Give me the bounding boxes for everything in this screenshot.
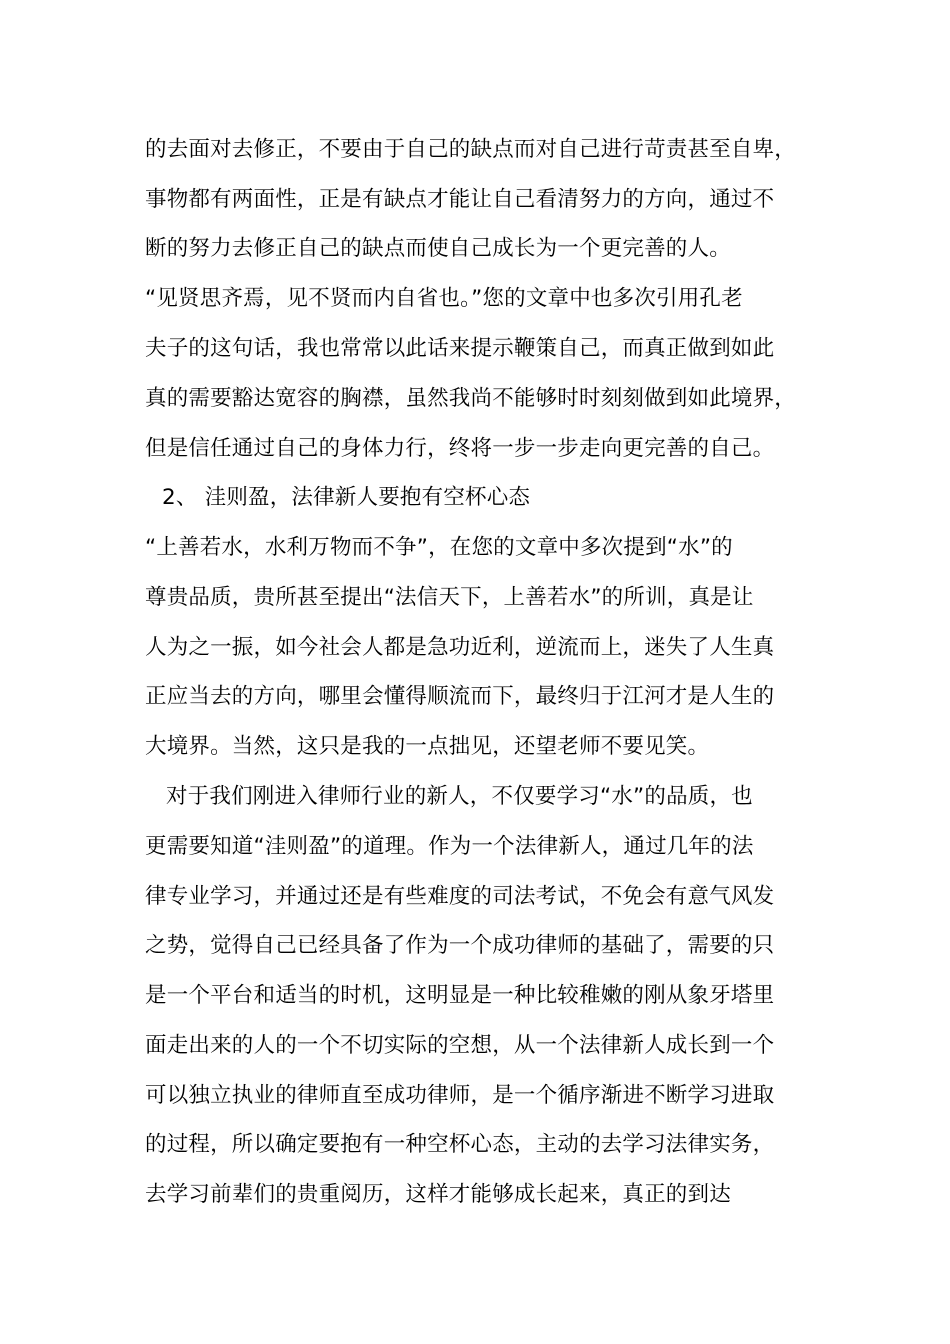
- text-line: 是一个平台和适当的时机，这明显是一种比较稚嫩的刚从象牙塔里: [145, 983, 775, 1008]
- text-line: 事物都有两面性，正是有缺点才能让自己看清努力的方向，通过不: [145, 187, 775, 212]
- text-line: “见贤思齐焉，见不贤而内自省也。”您的文章中也多次引用孔老: [145, 286, 743, 311]
- text-line: 大境界。当然，这只是我的一点拙见，还望老师不要见笑。: [145, 734, 710, 759]
- text-line: 正应当去的方向，哪里会懂得顺流而下，最终归于江河才是人生的: [145, 684, 775, 709]
- text-line: 真的需要豁达宽容的胸襟，虽然我尚不能够时时刻刻做到如此境界，: [145, 386, 797, 411]
- text-line: 更需要知道“洼则盈”的道理。作为一个法律新人，通过几年的法: [145, 834, 754, 859]
- text-line: 可以独立执业的律师直至成功律师，是一个循序渐进不断学习进取: [145, 1083, 775, 1108]
- text-line: 面走出来的人的一个不切实际的空想，从一个法律新人成长到一个: [145, 1033, 775, 1058]
- text-line: 去学习前辈们的贵重阅历，这样才能够成长起来，真正的到达: [145, 1182, 731, 1207]
- text-line: 夫子的这句话，我也常常以此话来提示鞭策自己，而真正做到如此: [145, 336, 775, 361]
- text-line: 的去面对去修正，不要由于自己的缺点而对自己进行苛责甚至自卑，: [145, 137, 797, 162]
- text-line: 断的努力去修正自己的缺点而使自己成长为一个更完善的人。: [145, 236, 731, 261]
- section-heading: 2、 洼则盈，法律新人要抱有空杯心态: [162, 485, 531, 510]
- text-line: 律专业学习，并通过还是有些难度的司法考试，不免会有意气风发: [145, 884, 775, 909]
- text-line: 对于我们刚进入律师行业的新人，不仅要学习“水”的品质，也: [166, 784, 753, 809]
- text-line: 但是信任通过自己的身体力行，终将一步一步走向更完善的自己。: [145, 436, 775, 461]
- text-line: 之势，觉得自己已经具备了作为一个成功律师的基础了，需要的只: [145, 933, 775, 958]
- text-line: 尊贵品质，贵所甚至提出“法信天下，上善若水”的所训，真是让: [145, 585, 754, 610]
- text-line: 的过程，所以确定要抱有一种空杯心态，主动的去学习法律实务，: [145, 1132, 775, 1157]
- text-line: 人为之一振，如今社会人都是急功近利，逆流而上，迷失了人生真: [145, 635, 775, 660]
- text-line: “上善若水，水利万物而不争”，在您的文章中多次提到“水”的: [145, 535, 733, 560]
